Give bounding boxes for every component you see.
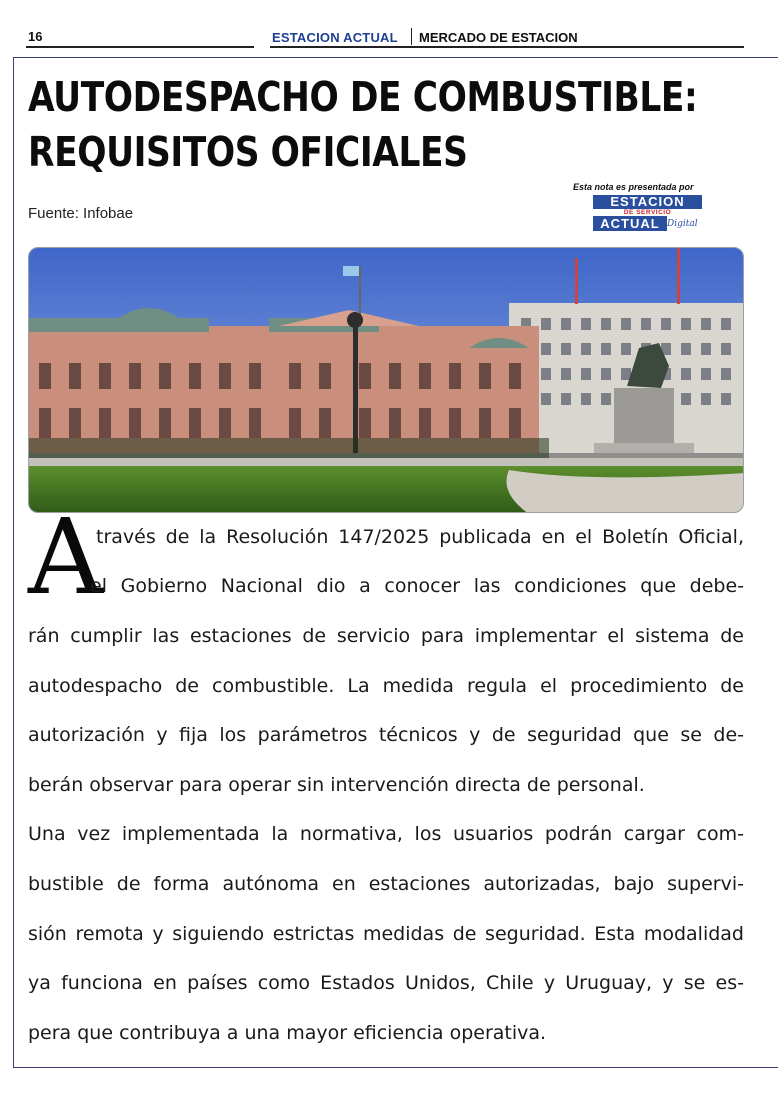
body-line: autorización y fija los parámetros técnicos y de seguridad que se de- bbox=[28, 724, 744, 746]
header-separator bbox=[411, 28, 412, 45]
article-source: Fuente: Infobae bbox=[28, 205, 134, 222]
header-subsection: MERCADO DE ESTACION bbox=[419, 30, 578, 45]
page-number: 16 bbox=[28, 29, 43, 44]
body-line: berán observar para operar sin intervención directa de personal. bbox=[28, 774, 645, 796]
article-title bbox=[28, 70, 698, 180]
logo-line-1: ESTACION bbox=[593, 195, 702, 209]
logo-line-3: ACTUAL bbox=[593, 216, 667, 231]
logo-line-4: Digital bbox=[667, 219, 698, 229]
body-line: rán cumplir las estaciones de servicio para implementar el sistema de bbox=[28, 625, 744, 647]
page-header bbox=[0, 0, 779, 58]
title-line-2: REQUISITOS OFICIALES bbox=[28, 128, 468, 176]
header-section: ESTACION ACTUAL bbox=[272, 30, 398, 45]
body-line: través de la Resolución 147/2025 publicada en el Boletín Oficial, bbox=[96, 526, 744, 548]
body-line: bustible de forma autónoma en estaciones autorizadas, bajo supervi- bbox=[28, 873, 744, 895]
header-rule-right bbox=[270, 46, 744, 48]
casa-rosada-illustration bbox=[29, 248, 744, 513]
header-rule-left bbox=[26, 46, 254, 48]
sponsor-logo bbox=[593, 195, 702, 232]
sponsor-note: Esta nota es presentada por bbox=[573, 182, 694, 192]
drop-cap: A bbox=[28, 496, 104, 618]
title-line-1: AUTODESPACHO DE COMBUSTIBLE: bbox=[28, 73, 698, 121]
body-line: pera que contribuya a una mayor eficiencia operativa. bbox=[28, 1022, 547, 1044]
body-line: el Gobierno Nacional dio a conocer las condiciones que debe- bbox=[90, 575, 744, 597]
body-line: ya funciona en países como Estados Unidos, Chile y Uruguay, y se es- bbox=[28, 972, 744, 994]
article-photo bbox=[28, 247, 744, 513]
body-line: Una vez implementada la normativa, los usuarios podrán cargar com- bbox=[28, 823, 744, 845]
body-line: autodespacho de combustible. La medida regula el procedimiento de bbox=[28, 675, 744, 697]
body-line: sión remota y siguiendo estrictas medidas de seguridad. Esta modalidad bbox=[28, 923, 744, 945]
logo-line-2: DE SERVICIO bbox=[623, 209, 672, 216]
